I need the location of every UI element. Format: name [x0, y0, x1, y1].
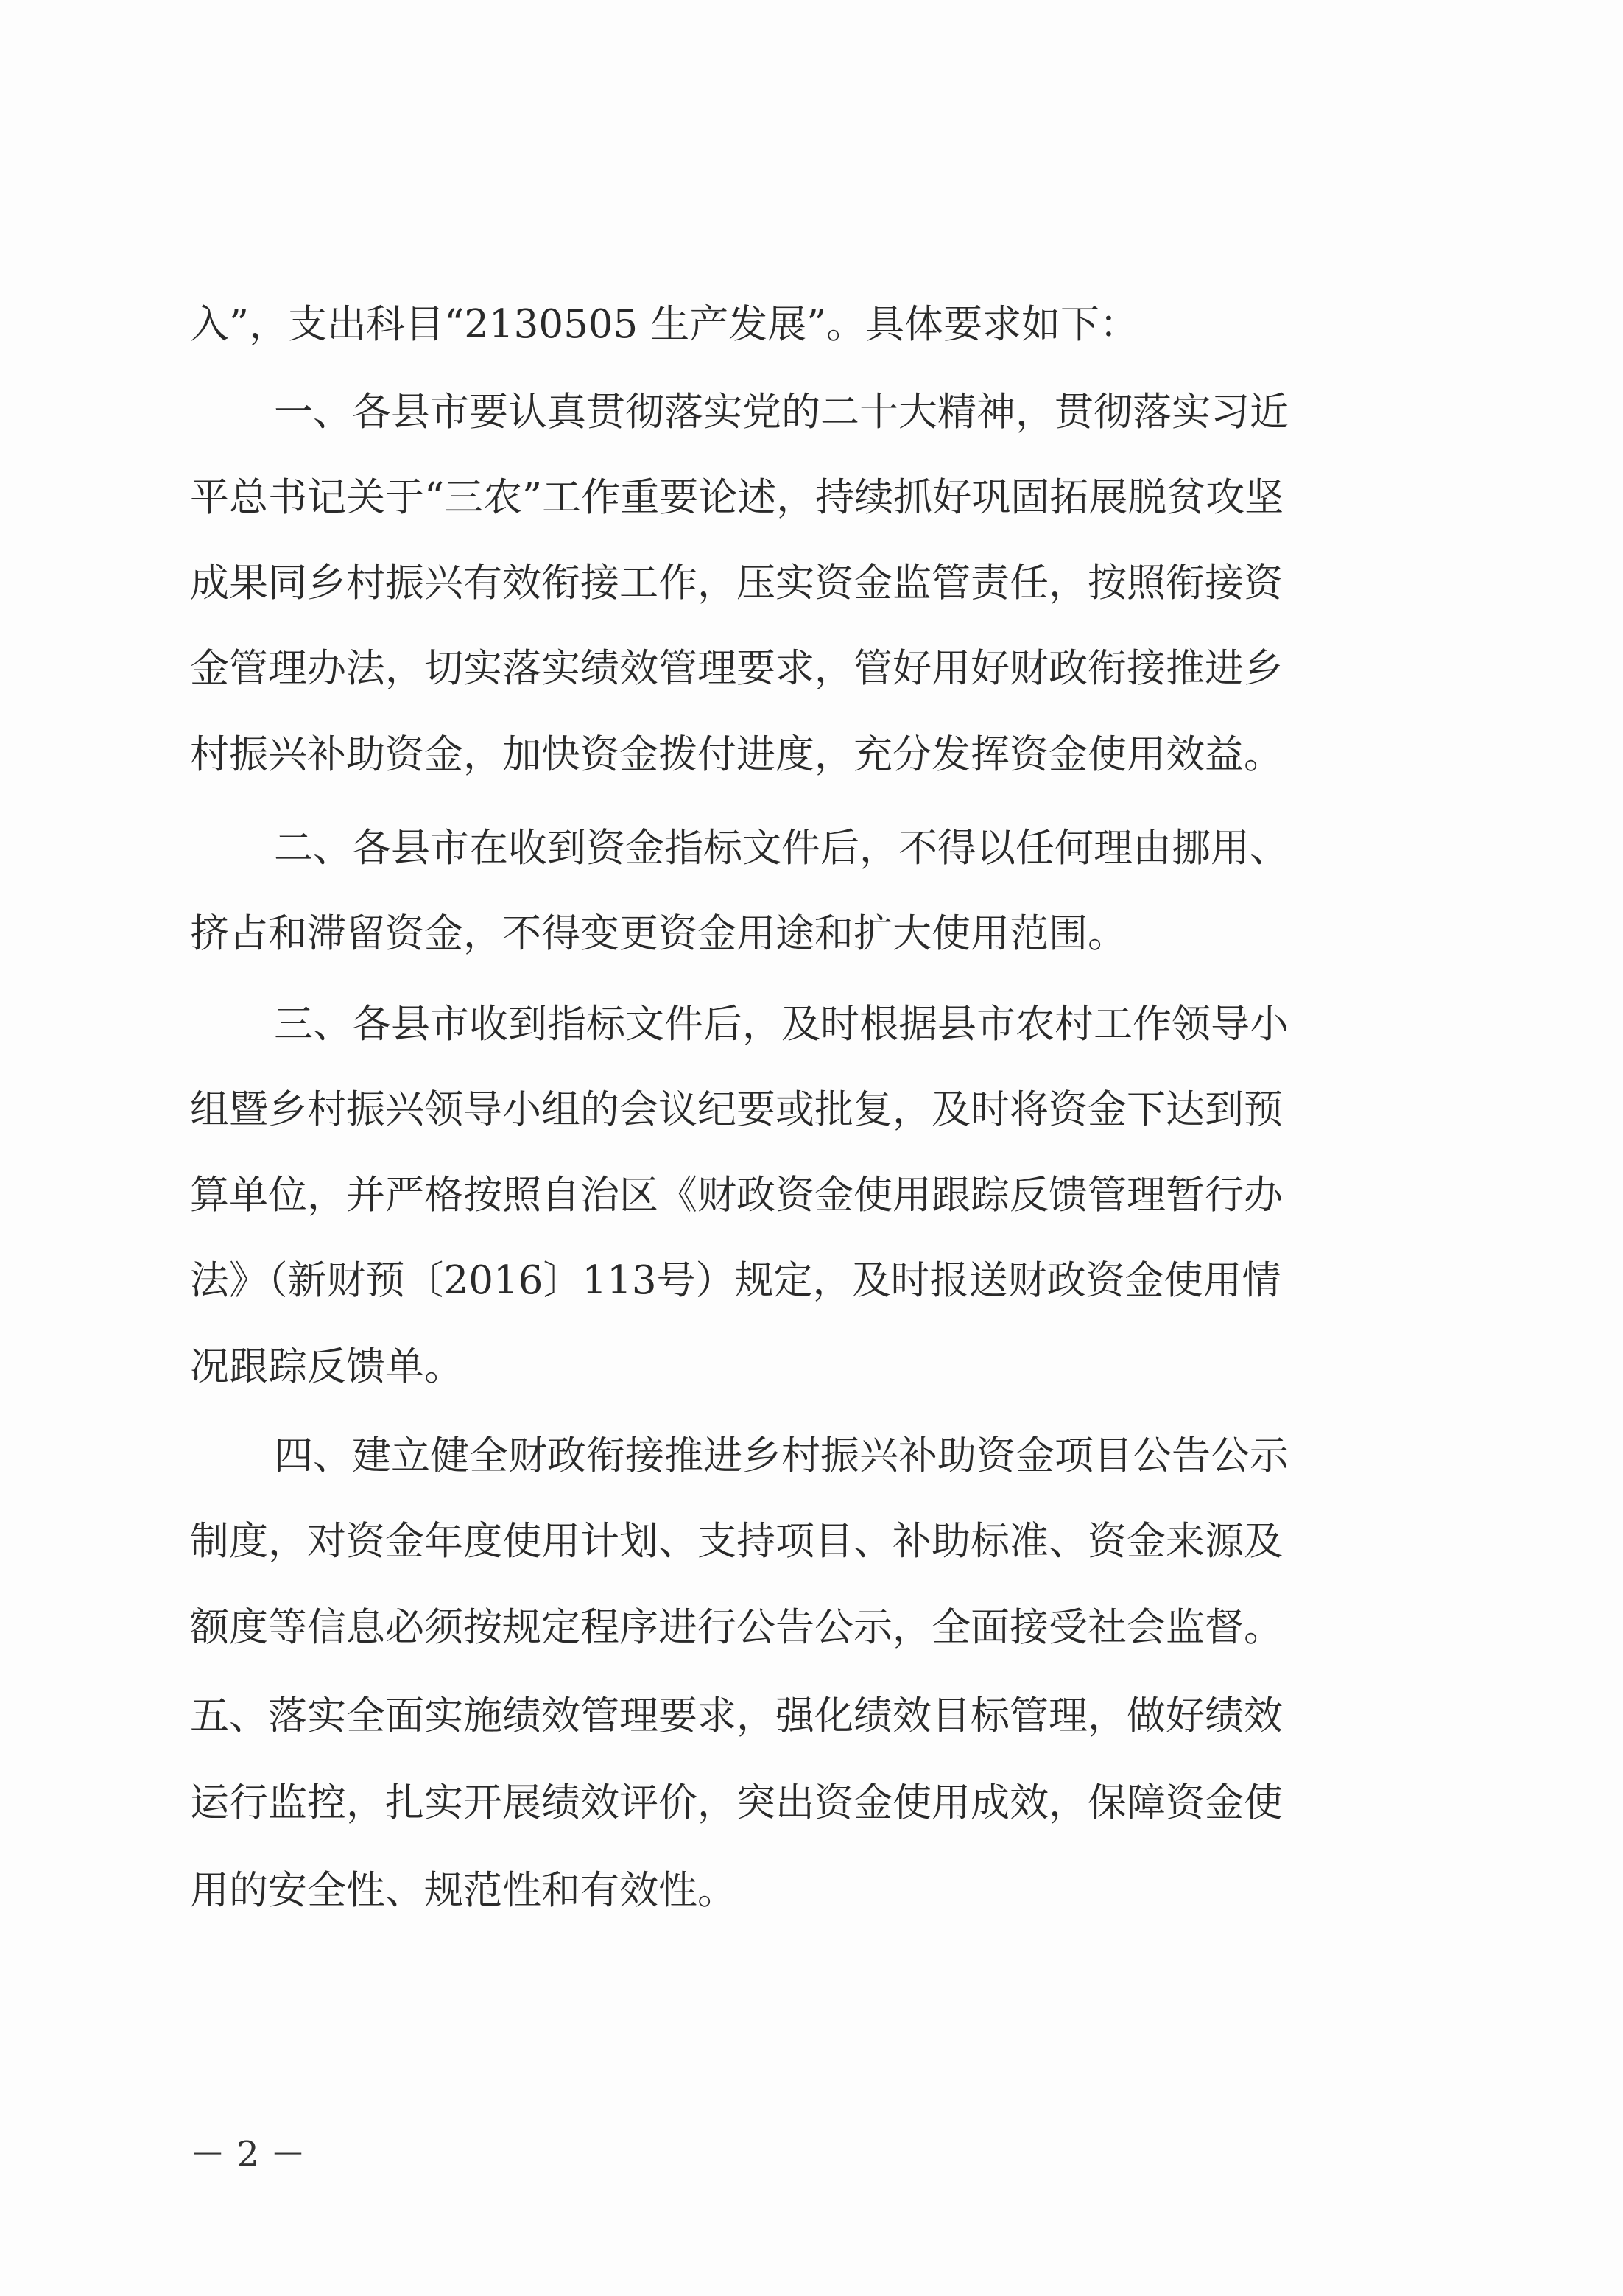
- text-line-8-text: 挤占和滞留资金，不得变更资金用途和扩大使用范围。: [190, 911, 1127, 956]
- text-line-11: [190, 1155, 1398, 1236]
- text-line-11-text: 算单位，并严格按照自治区《财政资金使用跟踪反馈管理暂行办: [190, 1173, 1283, 1218]
- text-line-5: [190, 628, 1398, 709]
- text-line-9-text: 三、各县市收到指标文件后，及时根据县市农村工作领导小: [274, 1002, 1289, 1047]
- text-line-8: [190, 894, 1398, 975]
- text-line-12-text: 法》（新财预〔2016〕113号）规定，及时报送财政资金使用情: [190, 1258, 1281, 1303]
- text-line-14: [274, 1416, 1398, 1497]
- page-number: － 2 －: [190, 2134, 306, 2175]
- text-line-5-text: 金管理办法，切实落实绩效管理要求，管好用好财政衔接推进乡: [190, 646, 1283, 691]
- text-line-7: [274, 808, 1398, 889]
- text-line-13-text: 况跟踪反馈单。: [190, 1344, 463, 1389]
- text-line-17: [190, 1676, 1398, 1757]
- text-line-17-text: 五、落实全面实施绩效管理要求，强化绩效目标管理，做好绩效: [190, 1693, 1283, 1738]
- text-line-1-text: 入”，支出科目“2130505 生产发展”。具体要求如下：: [190, 302, 1139, 347]
- text-line-16-text: 额度等信息必须按规定程序进行公告公示，全面接受社会监督。: [190, 1605, 1283, 1650]
- text-line-13: [190, 1327, 1398, 1408]
- text-line-6-text: 村振兴补助资金，加快资金拨付进度，充分发挥资金使用效益。: [190, 732, 1283, 777]
- text-line-16: [190, 1587, 1398, 1668]
- text-line-1: [190, 284, 1398, 365]
- text-line-6: [190, 715, 1398, 796]
- text-line-18: [190, 1763, 1398, 1844]
- text-line-10: [190, 1070, 1398, 1151]
- text-line-15-text: 制度，对资金年度使用计划、支持项目、补助标准、资金来源及: [190, 1519, 1283, 1564]
- text-line-12: [190, 1240, 1398, 1321]
- text-line-2-text: 一、各县市要认真贯彻落实党的二十大精神，贯彻落实习近: [274, 390, 1289, 435]
- text-line-2: [274, 372, 1398, 453]
- text-line-7-text: 二、各县市在收到资金指标文件后，不得以任何理由挪用、: [274, 826, 1289, 871]
- text-line-14-text: 四、建立健全财政衔接推进乡村振兴补助资金项目公告公示: [274, 1433, 1289, 1478]
- text-line-19: [190, 1850, 1398, 1931]
- text-line-10-text: 组暨乡村振兴领导小组的会议纪要或批复，及时将资金下达到预: [190, 1087, 1283, 1132]
- text-line-9: [274, 984, 1398, 1065]
- text-line-3-text: 平总书记关于“三农”工作重要论述，持续抓好巩固拓展脱贫攻坚: [190, 475, 1284, 520]
- text-line-3: [190, 457, 1398, 538]
- text-line-4: [190, 543, 1398, 624]
- text-line-18-text: 运行监控，扎实开展绩效评价，突出资金使用成效，保障资金使: [190, 1780, 1283, 1825]
- text-line-15: [190, 1501, 1398, 1582]
- text-line-4-text: 成果同乡村振兴有效衔接工作，压实资金监管责任，按照衔接资: [190, 561, 1283, 605]
- text-line-19-text: 用的安全性、规范性和有效性。: [190, 1868, 736, 1913]
